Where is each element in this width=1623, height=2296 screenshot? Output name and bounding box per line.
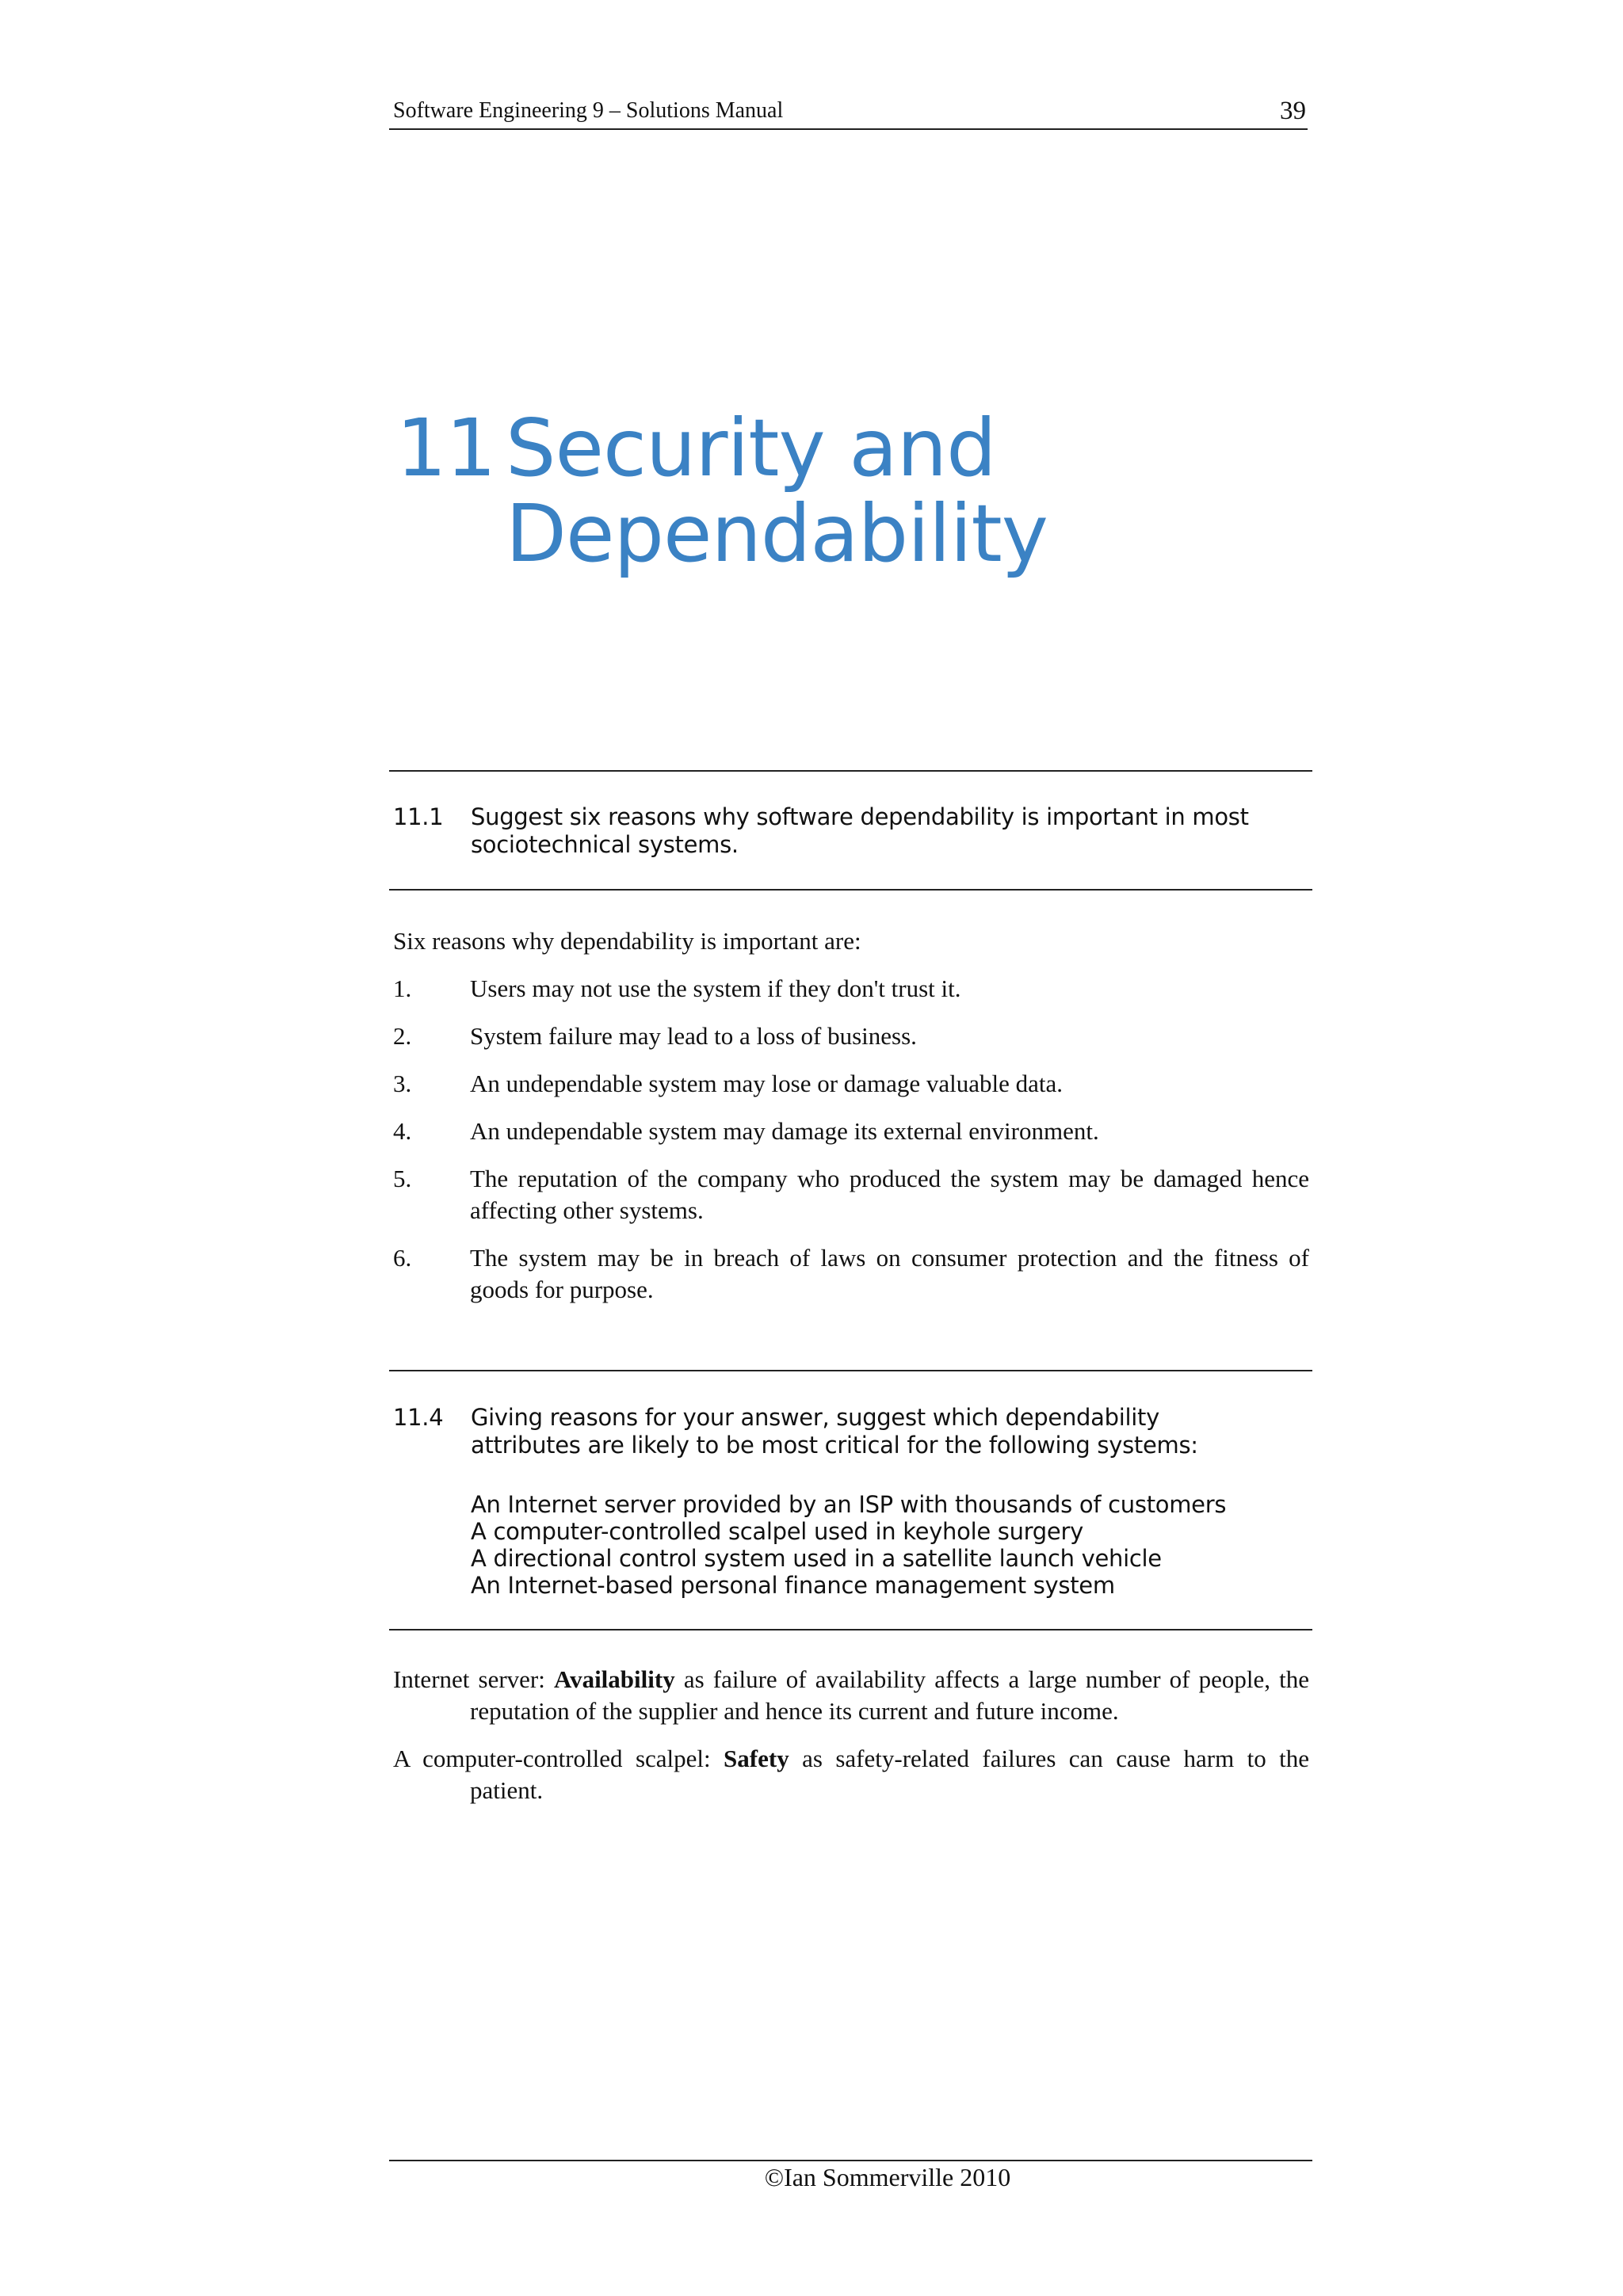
systems-list [471, 1491, 1312, 1599]
list-item: 3. An undependable system may lose or damage valuable data. [393, 1070, 1064, 1097]
list-item: 1. Users may not use the system if they don't trust it. [393, 974, 961, 1002]
list-item: 6. The system may be in breach of laws on consumer protection and the fitness of goods for purpose. [393, 1244, 1309, 1303]
list-item: 5. The reputation of the company who produced the system may be damaged hence affecting other systems. [393, 1165, 1309, 1224]
list-item: A directional control system used in a satellite launch vehicle [471, 1545, 1162, 1572]
chapter-number: 11 [396, 402, 496, 494]
question-number: 11.4 [393, 1404, 444, 1431]
list-item: An Internet server provided by an ISP with thousands of customers [471, 1491, 1227, 1518]
answer-11-1 [393, 925, 1309, 1322]
running-header [389, 93, 1308, 130]
question-number: 11.1 [393, 803, 444, 830]
copyright-footer: ©Ian Sommerville 2010 [764, 2163, 1011, 2191]
question-divider-top [389, 770, 1312, 772]
footer-divider [389, 2160, 1312, 2161]
question-text: Giving reasons for your answer, suggest which dependability attributes are likely to be most critical for the following systems: [471, 1404, 1198, 1459]
list-item: 2. System failure may lead to a loss of business. [393, 1022, 917, 1050]
question-11-4 [393, 1404, 1312, 1622]
answer-11-4 [393, 1664, 1309, 1822]
question-11-1 [393, 803, 1312, 859]
answer-internet-server: Internet server: Availability as failure of availability affects a large number of people, the reputation of the supplier and hence its current and future income. [393, 1665, 1309, 1725]
list-item: 4. An undependable system may damage its external environment. [393, 1117, 1099, 1145]
answer-intro: Six reasons why dependability is important are: [393, 927, 861, 955]
page-number: 39 [1280, 97, 1306, 125]
question-divider-top [389, 1370, 1312, 1371]
chapter-title-line1: Security and [506, 402, 996, 494]
chapter-heading [396, 402, 1048, 580]
book-title: Software Engineering 9 – Solutions Manual [393, 98, 784, 123]
question-divider-bottom [389, 1629, 1312, 1630]
reasons-list [393, 973, 1309, 1306]
chapter-title-line2: Dependability [506, 487, 1048, 580]
question-divider-bottom [389, 889, 1312, 891]
list-item: An Internet-based personal finance management system [471, 1572, 1115, 1599]
answer-scalpel: A computer-controlled scalpel: Safety as safety-related failures can cause harm to the patient. [393, 1745, 1309, 1804]
question-text: Suggest six reasons why software dependability is important in most sociotechnical systems. [471, 803, 1249, 858]
list-item: A computer-controlled scalpel used in keyhole surgery [471, 1518, 1083, 1545]
